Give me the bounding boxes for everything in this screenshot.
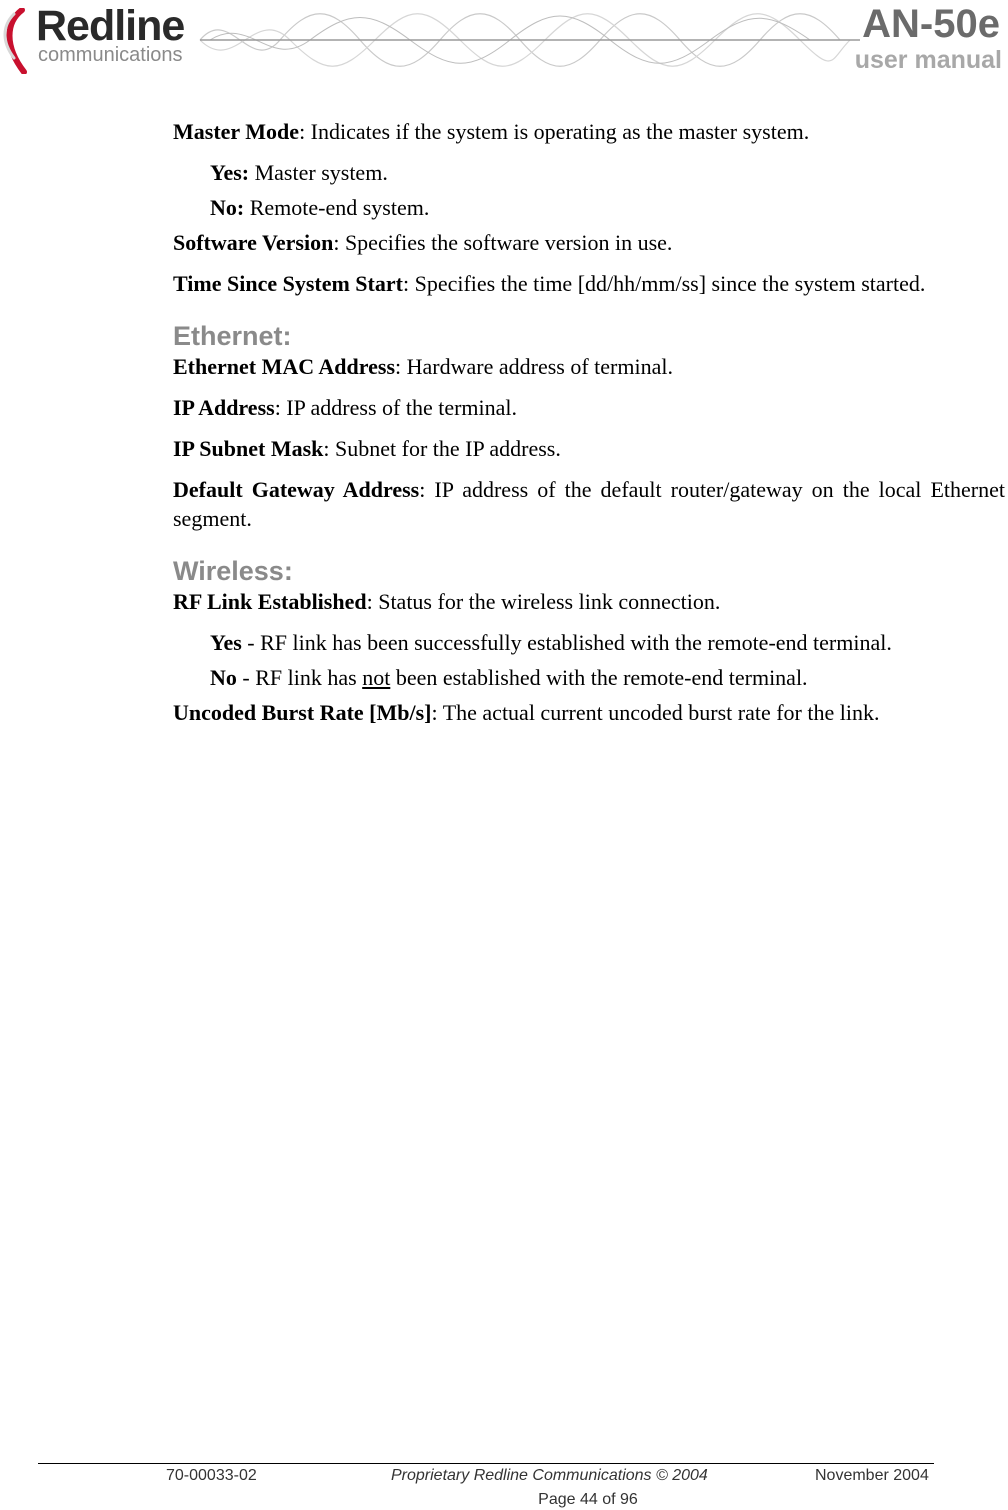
footer-doc-number: 70-00033-02 — [166, 1467, 257, 1484]
time-since-start-definition — [173, 269, 1005, 298]
product-subtitle: user manual — [854, 46, 1002, 74]
master-yes-definition — [173, 158, 1005, 187]
definition: : Hardware address of terminal. — [395, 354, 673, 379]
brand-subtitle: communications — [38, 44, 183, 66]
page-content — [173, 117, 1005, 739]
rf-link-definition — [173, 587, 1005, 616]
definition: : IP address of the default router/gateway on the local Ethernet segment. — [173, 477, 1005, 531]
term: IP Address — [173, 395, 275, 420]
product-title: AN-50e — [862, 2, 1000, 46]
redline-logo-icon — [0, 8, 36, 74]
footer-proprietary: Proprietary Redline Communications © 2004 — [391, 1467, 708, 1484]
ip-subnet-definition — [173, 434, 1005, 463]
rf-yes-definition — [173, 628, 1005, 657]
software-version-definition — [173, 228, 1005, 257]
section-heading-ethernet: Ethernet: — [173, 321, 292, 351]
definition: Master system. — [249, 160, 388, 185]
footer-divider — [38, 1463, 934, 1464]
section-heading-wireless: Wireless: — [173, 556, 293, 586]
term: IP Subnet Mask — [173, 436, 324, 461]
definition-start: - RF link has — [236, 665, 363, 690]
ethernet-mac-definition — [173, 352, 1005, 381]
master-mode-definition — [173, 117, 1005, 146]
term: Default Gateway Address — [173, 477, 420, 502]
master-no-definition — [173, 193, 1005, 222]
term: Time Since System Start — [173, 271, 403, 296]
burst-rate-definition — [173, 698, 1005, 727]
brand-name: Redline — [36, 2, 185, 50]
definition: Remote-end system. — [244, 195, 430, 220]
definition-end: been established with the remote-end terminal. — [390, 665, 808, 690]
term: No — [210, 665, 237, 690]
term: Yes — [210, 630, 242, 655]
definition: : Subnet for the IP address. — [323, 436, 561, 461]
definition: : IP address of the terminal. — [274, 395, 518, 420]
term: Ethernet MAC Address — [173, 354, 396, 379]
term: Yes: — [210, 160, 250, 185]
term: Software Version — [173, 230, 334, 255]
definition: - RF link has been successfully established with the remote-end terminal. — [241, 630, 892, 655]
definition: : Status for the wireless link connection. — [366, 589, 721, 614]
default-gateway-definition — [173, 475, 1005, 533]
term: Master Mode — [173, 119, 300, 144]
term: RF Link Established — [173, 589, 367, 614]
ip-address-definition — [173, 393, 1005, 422]
footer-page-number: Page 44 of 96 — [538, 1491, 638, 1508]
definition: : Indicates if the system is operating as the master system. — [299, 119, 810, 144]
definition: : The actual current uncoded burst rate for the link. — [431, 700, 880, 725]
rf-no-definition — [173, 663, 1005, 692]
page-header — [0, 0, 1008, 90]
emphasis-not: not — [362, 665, 391, 690]
footer-date: November 2004 — [815, 1467, 929, 1484]
term: Uncoded Burst Rate [Mb/s] — [173, 700, 432, 725]
term: No: — [210, 195, 245, 220]
definition: : Specifies the time [dd/hh/mm/ss] since the system started. — [402, 271, 926, 296]
definition: : Specifies the software version in use. — [333, 230, 673, 255]
